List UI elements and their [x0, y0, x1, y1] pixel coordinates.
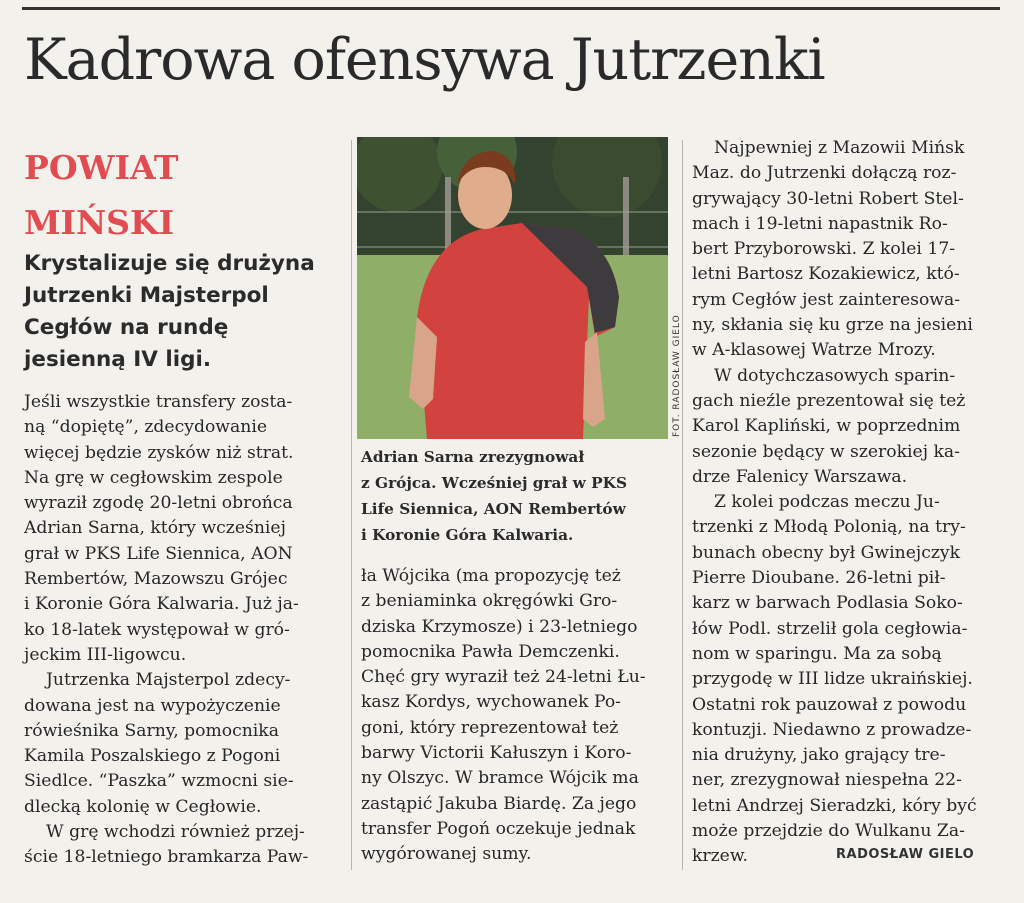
column-divider — [682, 140, 683, 870]
text-line: w A-klasowej Watrze Mrozy. — [692, 340, 936, 361]
caption-line: z Grójca. Wcześniej grał w PKS — [361, 474, 628, 492]
text-line: kasz Kordys, wychowanek Po- — [361, 692, 621, 713]
text-line: grał w PKS Life Siennica, AON — [24, 543, 293, 564]
text-line: sezonie będący w szerokiej ka- — [692, 441, 960, 462]
article-column-2 — [361, 564, 674, 868]
caption-line: i Koronie Góra Kalwaria. — [361, 526, 574, 544]
text-line: łów Podl. strzelił gola cegłowia- — [692, 618, 968, 639]
text-line: barwy Victorii Kałuszyn i Koro- — [361, 743, 632, 764]
text-line: dziska Krzymosze) i 23-letniego — [361, 616, 638, 637]
text-line: Jeśli wszystkie transfery zosta- — [24, 392, 293, 412]
text-line: transfer Pogoń oczekuje jednak — [361, 818, 636, 839]
text-line: więcej będzie zysków niż strat. — [24, 442, 294, 463]
text-line: ner, zrezygnował niespełna 22- — [692, 770, 962, 791]
text-line: ła Wójcika (ma propozycję też — [361, 566, 621, 586]
text-line: Najpewniej z Mazowii Mińsk — [714, 138, 965, 158]
text-line: dlecką kolonię w Cegłowie. — [24, 796, 262, 817]
photo-caption — [361, 444, 676, 548]
text-line: ny, skłania się ku grze na jesieni — [692, 315, 973, 336]
text-line: letni Andrzej Sieradzki, kóry być — [692, 795, 977, 816]
text-line: bert Przyborowski. Z kolei 17- — [692, 239, 956, 260]
text-line: W grę wchodzi również przej- — [46, 822, 305, 843]
text-line: wyraził zgodę 20-letni obrońca — [24, 493, 293, 514]
text-line: przygodę w III lidze ukraińskiej. — [692, 669, 973, 690]
text-line: rym Cegłów jest zainteresowa- — [692, 289, 961, 310]
article-column-3 — [692, 136, 1002, 870]
top-rule — [22, 7, 1000, 10]
text-line: Adrian Sarna, który wcześniej — [24, 518, 286, 539]
caption-line: Adrian Sarna zrezygnował — [361, 448, 585, 466]
text-line: Na grę w cegłowskim zespole — [24, 467, 283, 488]
lead-line: Krystalizuje się drużyna — [24, 251, 315, 276]
article-column-1 — [24, 390, 344, 871]
text-line: z beniaminka okręgówki Gro- — [361, 591, 618, 612]
text-line: ną “dopiętę”, zdecydowanie — [24, 417, 267, 438]
lead-paragraph — [24, 248, 344, 376]
text-line: karz w barwach Podlasia Soko- — [692, 593, 963, 614]
text-line: Ostatni rok pauzował z powodu — [692, 694, 967, 715]
text-line: W dotychczasowych sparin- — [714, 365, 956, 386]
text-line: nia drużyny, jako grający tre- — [692, 745, 946, 766]
lead-line: Cegłów na rundę — [24, 315, 229, 340]
text-line: gach nieźle prezentował się też — [692, 390, 966, 411]
text-line: Pierre Dioubane. 26-letni pił- — [692, 568, 946, 589]
text-line: Maz. do Jutrzenki dołączą roz- — [692, 163, 957, 184]
text-line: kontuzji. Niedawno z prowadze- — [692, 719, 972, 740]
section-line: MIŃSKI — [24, 203, 175, 242]
section-line: POWIAT — [24, 148, 179, 187]
text-line: może przejdzie do Wulkanu Za- — [692, 821, 965, 842]
text-line: zastąpić Jakuba Biardę. Za jego — [361, 793, 637, 814]
text-line: Siedlce. “Paszka” wzmocni sie- — [24, 771, 294, 792]
article-photo — [357, 137, 668, 439]
text-line: grywający 30-letni Robert Stel- — [692, 188, 964, 209]
photo-credit: FOT. RADOSŁAW GIELO — [672, 314, 682, 437]
headline: Kadrowa ofensywa Jutrzenki — [24, 27, 825, 93]
byline: RADOSŁAW GIELO — [836, 847, 975, 862]
text-line: ście 18-letniego bramkarza Paw- — [24, 847, 309, 868]
text-line: bunach obecny był Gwinejczyk — [692, 542, 961, 563]
text-line: goni, który reprezentował też — [361, 717, 619, 738]
text-line: pomocnika Pawła Demczenki. — [361, 641, 620, 662]
text-line: mach i 19-letni napastnik Ro- — [692, 213, 948, 234]
text-line: Kamila Poszalskiego z Pogoni — [24, 746, 281, 767]
text-line: Jutrzenka Majsterpol zdecy- — [46, 670, 291, 691]
text-line: nom w sparingu. Ma za sobą — [692, 643, 942, 664]
text-line: dowana jest na wypożyczenie — [24, 695, 281, 716]
text-line: i Koronie Góra Kalwaria. Już ja- — [24, 594, 299, 615]
text-line: Chęć gry wyraził też 24-letni Łu- — [361, 667, 646, 688]
text-line: Z kolei podczas meczu Ju- — [714, 492, 940, 513]
text-line: wygórowanej sumy. — [361, 844, 532, 865]
lead-line: Jutrzenki Majsterpol — [24, 283, 269, 308]
text-line: jeckim III-ligowcu. — [24, 644, 187, 665]
text-line: Rembertów, Mazowszu Grójec — [24, 569, 288, 590]
caption-line: Life Siennica, AON Rembertów — [361, 500, 626, 518]
section-label — [24, 140, 178, 250]
text-line: Karol Kapliński, w poprzednim — [692, 416, 961, 437]
text-line: letni Bartosz Kozakiewicz, któ- — [692, 264, 960, 285]
text-line: rówieśnika Sarny, pomocnika — [24, 720, 279, 741]
text-line: ny Olszyc. W bramce Wójcik ma — [361, 768, 639, 789]
text-line: drze Falenicy Warszawa. — [692, 466, 908, 487]
column-divider — [351, 140, 352, 870]
text-line: ko 18-latek występował w gró- — [24, 619, 290, 640]
lead-line: jesienną IV ligi. — [24, 347, 212, 372]
text-line: trzenki z Młodą Polonią, na try- — [692, 517, 966, 538]
text-line: krzew. — [692, 846, 748, 867]
